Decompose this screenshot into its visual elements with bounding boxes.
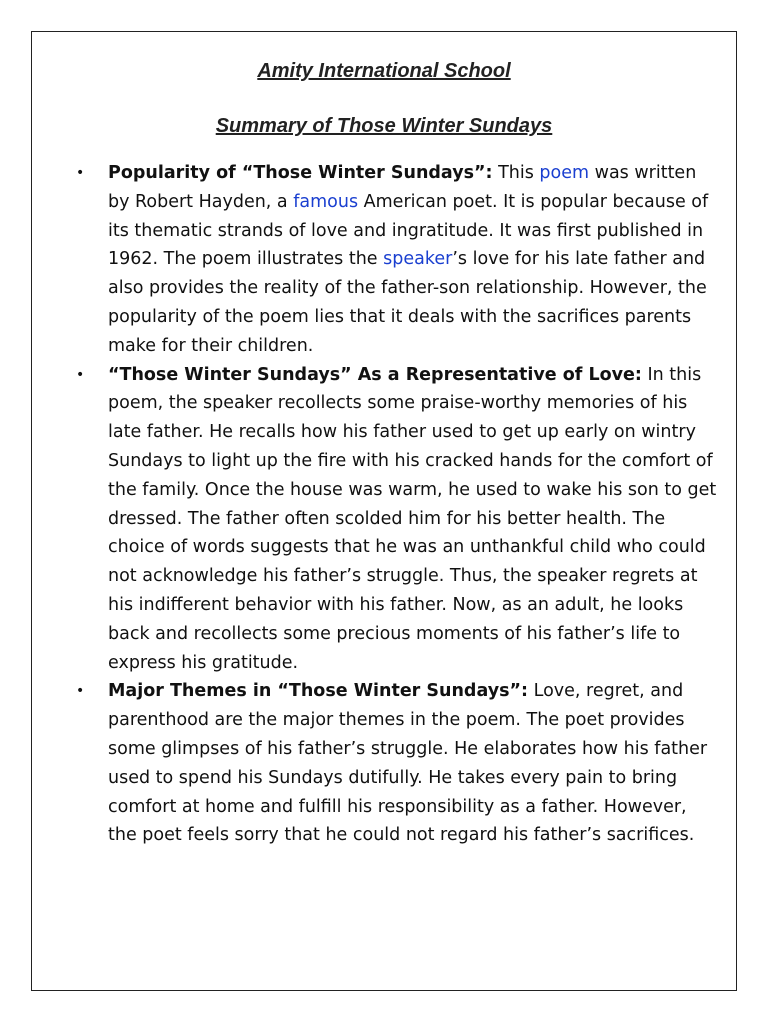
section-heading: Popularity of “Those Winter Sundays”: xyxy=(108,163,493,183)
famous-link[interactable]: famous xyxy=(293,191,359,212)
speaker-link[interactable]: speaker xyxy=(383,249,453,270)
section-text: was written by Robert Hayden, a xyxy=(108,163,697,212)
list-item-love xyxy=(72,361,718,678)
poem-link[interactable]: poem xyxy=(539,163,590,183)
section-text: ’s love for his late father and also provides the reality of the father-son relationship. However, the popularity of the poem lies that it deals with the sacrifices parents make for their children. xyxy=(108,249,707,356)
section-heading: Major Themes in “Those Winter Sundays”: xyxy=(108,681,529,702)
document-page xyxy=(31,31,737,991)
document-title: Summary of Those Winter Sundays xyxy=(215,115,553,137)
school-name: Amity International School xyxy=(257,60,511,82)
bullet-icon: • xyxy=(76,366,85,383)
bullet-icon: • xyxy=(76,683,85,700)
summary-list xyxy=(72,159,718,850)
section-text: Love, regret, and parenthood are the major themes in the poem. The poet provides some glimpses of his father’s struggle. He elaborates how his father used to spend his Sundays dutifully. He takes every pain to bring comfort at home and fulfill his responsibility as a father. However, the poet feels sorry that he could not regard his father’s sacrifices. xyxy=(108,681,708,846)
section-heading: “Those Winter Sundays” As a Representative of Love: xyxy=(108,364,642,385)
section-text: This xyxy=(492,163,540,183)
section-text: In this poem, the speaker recollects some praise-worthy memories of his late father. He recalls how his father used to get up early on wintry Sundays to light up the fire with his cracked hands for the comfort of the family. Once the house was warm, he used to wake his son to get dressed. The father often scolded him for his better health. The choice of words suggests that he was an unthankful child who could not acknowledge his father’s struggle. Thus, the speaker regrets at his indifferent behavior with his father. Now, as an adult, he looks back and recollects some precious moments of his father’s life to express his gratitude. xyxy=(108,364,717,673)
list-item-popularity xyxy=(72,159,718,361)
list-item-themes xyxy=(72,677,718,850)
bullet-icon: • xyxy=(76,165,85,181)
section-text: American poet. It is popular because of its thematic strands of love and ingratitude. It was first published in 1962. The poem illustrates the xyxy=(108,191,709,270)
